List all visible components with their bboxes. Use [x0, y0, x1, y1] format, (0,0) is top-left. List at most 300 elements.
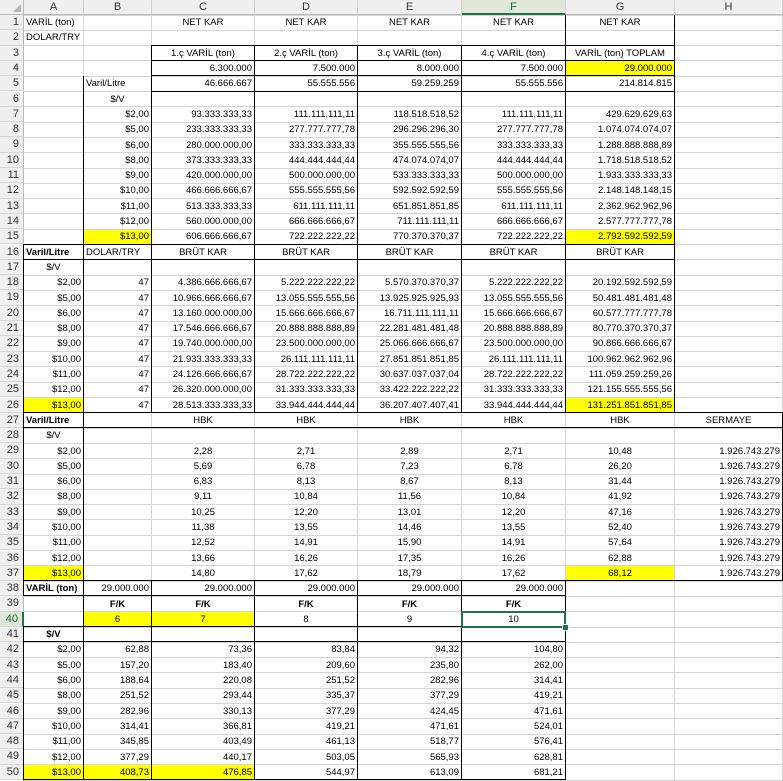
cell-c23[interactable]: 21.933.333.333,33 [172, 353, 252, 365]
row-header[interactable]: 6 [0, 92, 24, 107]
cell-d39[interactable]: F/K [298, 598, 314, 610]
cell-g34[interactable]: 52,40 [608, 522, 632, 534]
cell-c25[interactable]: 26.320.000.000,00 [172, 384, 252, 396]
row-header[interactable]: 8 [0, 122, 24, 137]
cell-c34[interactable]: 11,38 [191, 522, 215, 534]
cell-b39[interactable]: F/K [109, 598, 126, 610]
cell-g11[interactable]: 1.933.333.333,33 [598, 170, 672, 182]
cell-b22[interactable]: 47 [138, 338, 149, 350]
cell-c43[interactable]: 183,40 [222, 659, 252, 671]
cell-f8[interactable]: 277.777.777,78 [496, 124, 563, 136]
row-header[interactable]: 9 [0, 137, 24, 152]
row-header[interactable]: 49 [0, 749, 24, 764]
cell-f1[interactable]: NET KAR [492, 17, 534, 29]
cell-g1[interactable]: NET KAR [599, 17, 641, 29]
row-header[interactable]: 12 [0, 183, 24, 198]
cell-c20[interactable]: 13.160.000.000,00 [172, 307, 252, 319]
row-header[interactable]: 37 [0, 566, 24, 581]
cell-d49[interactable]: 503,05 [325, 751, 355, 763]
cell-b9[interactable]: $6,00 [125, 139, 149, 151]
select-all-corner[interactable] [0, 0, 24, 15]
cell-f30[interactable]: 6,78 [504, 460, 523, 472]
cell-d15[interactable]: 722.222.222,22 [288, 231, 355, 243]
cell-c29[interactable]: 2,28 [193, 445, 213, 457]
cell-e9[interactable]: 355.555.555,56 [392, 139, 459, 151]
cell-g20[interactable]: 60.577.777.777,78 [592, 307, 672, 319]
cell-e7[interactable]: 118.518.518,52 [393, 108, 459, 120]
cell-a49[interactable]: $12,00 [51, 751, 81, 763]
cell-f14[interactable]: 666.666.666,67 [496, 216, 563, 228]
cell-a36[interactable]: $12,00 [51, 552, 81, 564]
cell-f3[interactable]: 4.ç VARİL (ton) [481, 47, 546, 59]
cell-d44[interactable]: 251,52 [325, 675, 355, 687]
cell-c24[interactable]: 24.126.666.666,67 [172, 369, 252, 381]
row-header[interactable]: 32 [0, 489, 24, 504]
cell-b14[interactable]: $12,00 [119, 216, 149, 228]
cell-g22[interactable]: 90.866.666.666,67 [592, 338, 672, 350]
cell-c48[interactable]: 403,49 [222, 736, 252, 748]
column-header-b[interactable]: B [84, 0, 152, 15]
cell-d37[interactable]: 17,62 [294, 567, 318, 579]
row-header[interactable]: 24 [0, 367, 24, 382]
cell-g13[interactable]: 2.362.962.962,96 [598, 200, 672, 212]
row-header[interactable]: 13 [0, 199, 24, 214]
cell-e12[interactable]: 592.592.592,59 [392, 185, 459, 197]
cell-f35[interactable]: 14,91 [501, 537, 526, 549]
cell-f31[interactable]: 8,13 [504, 476, 523, 488]
cell-b5[interactable]: Varil/Litre [86, 78, 126, 90]
cell-b8[interactable]: $5,00 [125, 124, 149, 136]
row-header[interactable]: 38 [0, 581, 24, 596]
cell-g27[interactable]: HBK [610, 414, 630, 426]
cell-a37[interactable]: $13,00 [24, 566, 83, 580]
cell-a48[interactable]: $11,00 [52, 736, 81, 748]
cell-b47[interactable]: 314,41 [119, 720, 149, 732]
cell-a50[interactable]: $13,00 [24, 765, 83, 779]
cell-a30[interactable]: $5,00 [57, 460, 81, 472]
cell-d50[interactable]: 544,97 [325, 766, 355, 778]
cell-a25[interactable]: $12,00 [51, 384, 81, 396]
row-header[interactable]: 50 [0, 765, 24, 780]
row-header[interactable]: 45 [0, 688, 24, 703]
cell-b13[interactable]: $11,00 [120, 200, 149, 212]
cell-f12[interactable]: 555.555.555,56 [496, 185, 563, 197]
cell-e44[interactable]: 282,96 [429, 675, 459, 687]
cell-f21[interactable]: 20.888.888.888,89 [483, 323, 563, 335]
cell-g15[interactable]: 2.792.592.592,59 [566, 230, 674, 244]
column-header-g[interactable]: G [566, 0, 675, 15]
cell-d33[interactable]: 12,20 [294, 506, 318, 518]
cell-f16[interactable]: BRÜT KAR [489, 246, 538, 258]
cell-c27[interactable]: HBK [193, 414, 213, 426]
cell-e20[interactable]: 16.711.111.111,11 [383, 307, 459, 319]
cell-e23[interactable]: 27.851.851.851,85 [379, 353, 459, 365]
cell-d5[interactable]: 55.555.556 [307, 78, 355, 90]
cell-c8[interactable]: 233.333.333,33 [185, 124, 252, 136]
row-header[interactable]: 42 [0, 642, 24, 657]
cell-b42[interactable]: 62,88 [125, 644, 149, 656]
row-header[interactable]: 11 [0, 168, 24, 183]
cell-d36[interactable]: 16,26 [294, 552, 318, 564]
cell-c30[interactable]: 5,69 [193, 460, 213, 472]
cell-g3[interactable]: VARİL (ton) TOPLAM [575, 47, 665, 59]
cell-e8[interactable]: 296.296.296,30 [392, 124, 459, 136]
cell-g7[interactable]: 429.629.629,63 [605, 108, 672, 120]
cell-e14[interactable]: 711.111.111,11 [397, 216, 459, 228]
row-header[interactable]: 15 [0, 229, 24, 244]
cell-d25[interactable]: 31.333.333.333,33 [275, 384, 355, 396]
row-header[interactable]: 18 [0, 275, 24, 290]
row-header[interactable]: 46 [0, 704, 24, 719]
cell-e3[interactable]: 3.ç VARİL (ton) [377, 47, 442, 59]
cell-e45[interactable]: 377,29 [429, 690, 459, 702]
row-header[interactable]: 17 [0, 260, 24, 275]
cell-f43[interactable]: 262,00 [533, 659, 563, 671]
cell-c45[interactable]: 293,44 [222, 690, 252, 702]
cell-a47[interactable]: $10,00 [51, 720, 81, 732]
cell-c50[interactable]: 476,85 [152, 765, 254, 779]
cell-e35[interactable]: 15,90 [397, 537, 422, 549]
cell-b48[interactable]: 345,85 [119, 736, 149, 748]
cell-f29[interactable]: 2,71 [504, 445, 523, 457]
row-header[interactable]: 35 [0, 535, 24, 550]
cell-a16[interactable]: Varil/Litre [26, 246, 70, 258]
cell-c3[interactable]: 1.ç VARİL (ton) [171, 47, 235, 59]
cell-g4[interactable]: 29.000.000 [566, 61, 674, 75]
cell-g12[interactable]: 2.148.148.148,15 [598, 185, 672, 197]
cell-g32[interactable]: 41,92 [608, 491, 632, 503]
cell-d7[interactable]: 111.111.111,11 [293, 108, 355, 120]
cell-e25[interactable]: 33.422.222.222,22 [379, 384, 459, 396]
cell-c38[interactable]: 29.000.000 [204, 583, 252, 595]
cell-e31[interactable]: 8,67 [400, 476, 419, 488]
cell-d27[interactable]: HBK [296, 414, 316, 426]
cell-d19[interactable]: 13.055.555.555,56 [275, 292, 355, 304]
cell-d34[interactable]: 13,55 [294, 522, 318, 534]
cell-e18[interactable]: 5.570.370.370,37 [385, 277, 459, 289]
cell-c33[interactable]: 10,25 [191, 506, 215, 518]
cell-b40[interactable]: 6 [84, 612, 151, 626]
cell-f49[interactable]: 628,81 [533, 751, 563, 763]
row-header[interactable]: 2 [0, 30, 24, 45]
cell-g8[interactable]: 1.074.074.074,07 [598, 124, 672, 136]
cell-f42[interactable]: 104,80 [533, 644, 563, 656]
cell-c5[interactable]: 46.666.667 [204, 78, 252, 90]
cell-e30[interactable]: 7,23 [400, 460, 419, 472]
cell-e48[interactable]: 518,77 [429, 736, 459, 748]
cell-e50[interactable]: 613,09 [429, 766, 459, 778]
cell-d13[interactable]: 611.111.111,11 [293, 200, 355, 212]
row-header[interactable]: 1 [0, 15, 24, 30]
cell-b20[interactable]: 47 [138, 307, 149, 319]
cell-b46[interactable]: 282,96 [119, 705, 149, 717]
cell-e24[interactable]: 30.637.037.037,04 [379, 369, 459, 381]
cell-h27[interactable]: SERMAYE [705, 414, 752, 426]
cell-b12[interactable]: $10,00 [119, 185, 149, 197]
cell-f7[interactable]: 111.111.111,11 [501, 108, 563, 120]
cell-f11[interactable]: 500.000.000,00 [496, 170, 563, 182]
cell-d9[interactable]: 333.333.333,33 [288, 139, 355, 151]
column-header-h[interactable]: H [675, 0, 783, 15]
row-header[interactable]: 27 [0, 413, 24, 428]
cell-g14[interactable]: 2.577.777.777,78 [598, 216, 672, 228]
cell-a23[interactable]: $10,00 [51, 353, 81, 365]
cell-b38[interactable]: 29.000.000 [101, 583, 149, 595]
row-header[interactable]: 48 [0, 734, 24, 749]
cell-g24[interactable]: 111.059.259.259,26 [588, 369, 672, 381]
cell-f40[interactable]: 10 [508, 613, 519, 625]
cell-d1[interactable]: NET KAR [285, 17, 327, 29]
cell-c18[interactable]: 4.386.666.666,67 [178, 277, 252, 289]
cell-e4[interactable]: 8.000.000 [416, 63, 459, 75]
cell-d24[interactable]: 28.722.222.222,22 [275, 369, 355, 381]
cell-c47[interactable]: 366,81 [222, 720, 252, 732]
row-header[interactable]: 26 [0, 398, 24, 413]
cell-d40[interactable]: 8 [303, 613, 309, 625]
cell-a28[interactable]: $/V [46, 430, 61, 442]
column-header-e[interactable]: E [358, 0, 462, 15]
cell-f44[interactable]: 314,41 [533, 675, 563, 687]
cell-d14[interactable]: 666.666.666,67 [288, 216, 355, 228]
cell-h35[interactable]: 1.926.743.279 [719, 537, 780, 549]
row-header[interactable]: 14 [0, 214, 24, 229]
cell-f37[interactable]: 17,62 [501, 567, 526, 579]
cell-e1[interactable]: NET KAR [388, 17, 430, 29]
cell-d38[interactable]: 29.000.000 [307, 583, 355, 595]
column-header-c[interactable]: C [152, 0, 255, 15]
cell-b18[interactable]: 47 [138, 277, 149, 289]
cell-f23[interactable]: 26.111.111.111,11 [488, 353, 563, 365]
cell-c32[interactable]: 9,11 [194, 491, 212, 503]
cell-h36[interactable]: 1.926.743.279 [719, 552, 780, 564]
row-header[interactable]: 40 [0, 612, 24, 627]
cell-f39[interactable]: F/K [505, 598, 522, 610]
row-header[interactable]: 41 [0, 627, 24, 642]
row-header[interactable]: 29 [0, 443, 24, 458]
row-header[interactable]: 16 [0, 245, 24, 260]
row-header[interactable]: 39 [0, 596, 24, 611]
cell-a44[interactable]: $6,00 [57, 675, 81, 687]
row-header[interactable]: 10 [0, 153, 24, 168]
cell-e47[interactable]: 471,61 [429, 720, 459, 732]
cell-d45[interactable]: 335,37 [325, 690, 355, 702]
cell-c14[interactable]: 560.000.000,00 [185, 216, 252, 228]
cell-f25[interactable]: 31.333.333.333,33 [483, 384, 563, 396]
cell-d3[interactable]: 2.ç VARİL (ton) [274, 47, 338, 59]
cell-g33[interactable]: 47,16 [608, 506, 632, 518]
cell-d8[interactable]: 277.777.777,78 [288, 124, 355, 136]
cell-c46[interactable]: 330,13 [222, 705, 252, 717]
cell-a45[interactable]: $8,00 [57, 690, 81, 702]
cell-c35[interactable]: 12,52 [191, 537, 215, 549]
cell-a21[interactable]: $8,00 [57, 323, 81, 335]
row-header[interactable]: 28 [0, 428, 24, 443]
cell-e5[interactable]: 59.259.259 [411, 78, 459, 90]
cell-b24[interactable]: 47 [138, 369, 149, 381]
cell-f50[interactable]: 681,21 [533, 766, 563, 778]
column-header-d[interactable]: D [255, 0, 358, 15]
cell-e40[interactable]: 9 [406, 613, 413, 625]
cell-c19[interactable]: 10.966.666.666,67 [172, 292, 252, 304]
cell-b19[interactable]: 47 [138, 292, 149, 304]
cell-f5[interactable]: 55.555.556 [515, 78, 563, 90]
active-cell-selection[interactable] [461, 611, 566, 628]
cell-g37[interactable]: 68,12 [566, 566, 674, 580]
cell-b6[interactable]: $/V [110, 93, 125, 105]
cell-d31[interactable]: 8,13 [296, 476, 316, 488]
cell-c11[interactable]: 420.000.000,00 [185, 170, 252, 182]
cell-b45[interactable]: 251,52 [119, 690, 149, 702]
cell-d16[interactable]: BRÜT KAR [282, 246, 330, 258]
cell-c26[interactable]: 28.513.333.333,33 [172, 399, 252, 411]
cell-a35[interactable]: $11,00 [52, 537, 81, 549]
row-header[interactable]: 47 [0, 719, 24, 734]
cell-e42[interactable]: 94,32 [435, 644, 459, 656]
cell-g9[interactable]: 1.288.888.888,89 [598, 139, 672, 151]
cell-g35[interactable]: 57,64 [608, 537, 632, 549]
cell-c12[interactable]: 466.666.666,67 [185, 185, 252, 197]
cell-d18[interactable]: 5.222.222.222,22 [281, 277, 355, 289]
cell-d10[interactable]: 444.444.444,44 [288, 154, 355, 166]
cell-f27[interactable]: HBK [503, 414, 524, 426]
cell-a19[interactable]: $5,00 [57, 292, 81, 304]
cell-h30[interactable]: 1.926.743.279 [719, 460, 780, 472]
cell-a24[interactable]: $11,00 [52, 369, 81, 381]
cell-f38[interactable]: 29.000.000 [515, 583, 563, 595]
cell-a22[interactable]: $9,00 [57, 338, 81, 350]
row-header[interactable]: 5 [0, 76, 24, 91]
row-header[interactable]: 30 [0, 459, 24, 474]
cell-b10[interactable]: $8,00 [125, 154, 149, 166]
cell-d35[interactable]: 14,91 [294, 537, 318, 549]
cell-c49[interactable]: 440,17 [222, 751, 252, 763]
cell-f4[interactable]: 7.500.000 [520, 63, 563, 75]
fill-handle[interactable] [562, 624, 569, 631]
cell-c21[interactable]: 17.546.666.666,67 [172, 323, 252, 335]
cell-g31[interactable]: 31,44 [608, 476, 632, 488]
cell-f19[interactable]: 13.055.555.555,56 [483, 292, 563, 304]
cell-b50[interactable]: 408,73 [84, 765, 151, 779]
cell-d32[interactable]: 10,84 [294, 491, 318, 503]
cell-g10[interactable]: 1.718.518.518,52 [598, 154, 672, 166]
cell-a42[interactable]: $2,00 [57, 644, 81, 656]
cell-e32[interactable]: 11,56 [397, 491, 422, 503]
cell-e16[interactable]: BRÜT KAR [385, 246, 434, 258]
cell-b23[interactable]: 47 [138, 353, 149, 365]
cell-g16[interactable]: BRÜT KAR [596, 246, 644, 258]
cell-d48[interactable]: 461,13 [325, 736, 355, 748]
cell-h32[interactable]: 1.926.743.279 [719, 491, 780, 503]
row-header[interactable]: 34 [0, 520, 24, 535]
cell-h29[interactable]: 1.926.743.279 [719, 445, 780, 457]
cell-b26[interactable]: 47 [138, 399, 149, 411]
column-header-a[interactable]: A [24, 0, 84, 15]
cell-a2[interactable]: DOLAR/TRY [26, 32, 81, 44]
cell-f20[interactable]: 15.666.666.666,67 [483, 307, 563, 319]
cell-e46[interactable]: 424,45 [429, 705, 459, 717]
cell-c36[interactable]: 13,66 [191, 552, 215, 564]
cell-f34[interactable]: 13,55 [501, 522, 526, 534]
row-header[interactable]: 44 [0, 673, 24, 688]
row-header[interactable]: 33 [0, 505, 24, 520]
cell-a38[interactable]: VARİL (ton) [26, 583, 78, 595]
cell-c42[interactable]: 73,36 [228, 644, 252, 656]
cell-g23[interactable]: 100.962.962.962,96 [587, 353, 672, 365]
cell-a18[interactable]: $2,00 [57, 277, 81, 289]
row-header[interactable]: 20 [0, 306, 24, 321]
cell-e33[interactable]: 13,01 [397, 506, 422, 518]
row-header[interactable]: 3 [0, 46, 24, 61]
cell-a1[interactable]: VARİL (ton) [26, 17, 75, 29]
cell-b11[interactable]: $9,00 [125, 170, 149, 182]
cell-e22[interactable]: 25.066.666.666,67 [379, 338, 459, 350]
cell-g26[interactable]: 131.251.851.851,85 [566, 398, 674, 412]
row-header[interactable]: 43 [0, 658, 24, 673]
cell-e36[interactable]: 17,35 [397, 552, 422, 564]
cell-e10[interactable]: 474.074.074,07 [392, 154, 459, 166]
cell-d26[interactable]: 33.944.444.444,44 [275, 399, 355, 411]
cell-f32[interactable]: 10,84 [501, 491, 526, 503]
cell-e37[interactable]: 18,79 [397, 567, 422, 579]
cell-c31[interactable]: 6,83 [193, 476, 213, 488]
row-header[interactable]: 22 [0, 336, 24, 351]
cell-d46[interactable]: 377,29 [325, 705, 355, 717]
cell-a29[interactable]: $2,00 [57, 445, 81, 457]
row-header[interactable]: 19 [0, 290, 24, 305]
cell-b15[interactable]: $13,00 [84, 230, 151, 244]
cell-a17[interactable]: $/V [46, 261, 61, 273]
cell-h33[interactable]: 1.926.743.279 [719, 506, 780, 518]
cell-f45[interactable]: 419,21 [533, 690, 563, 702]
row-header[interactable]: 23 [0, 352, 24, 367]
cell-e34[interactable]: 14,46 [397, 522, 422, 534]
cell-d23[interactable]: 26.111.111.111,11 [280, 353, 355, 365]
cell-b7[interactable]: $2,00 [125, 108, 149, 120]
cell-c13[interactable]: 513.333.333,33 [185, 200, 252, 212]
cell-d22[interactable]: 23.500.000.000,00 [275, 338, 355, 350]
cell-f13[interactable]: 611.111.111,11 [501, 200, 563, 212]
cell-f24[interactable]: 28.722.222.222,22 [483, 369, 563, 381]
cell-f9[interactable]: 333.333.333,33 [496, 139, 563, 151]
cell-g36[interactable]: 62,88 [608, 552, 632, 564]
cell-c10[interactable]: 373.333.333,33 [185, 154, 252, 166]
cell-f26[interactable]: 33.944.444.444,44 [483, 399, 563, 411]
cell-g29[interactable]: 10,48 [608, 445, 632, 457]
cell-e29[interactable]: 2,89 [400, 445, 419, 457]
cell-f48[interactable]: 576,41 [533, 736, 563, 748]
row-header[interactable]: 31 [0, 474, 24, 489]
cell-a41[interactable]: $/V [46, 629, 61, 641]
cell-e26[interactable]: 36.207.407.407,41 [379, 399, 459, 411]
row-header[interactable]: 4 [0, 61, 24, 76]
cell-d21[interactable]: 20.888.888.888,89 [275, 323, 355, 335]
cell-e21[interactable]: 22.281.481.481,48 [379, 323, 459, 335]
cell-h37[interactable]: 1.926.743.279 [719, 567, 780, 579]
cell-a33[interactable]: $9,00 [57, 506, 81, 518]
cell-f46[interactable]: 471,61 [533, 705, 563, 717]
row-header[interactable]: 7 [0, 107, 24, 122]
cell-b25[interactable]: 47 [138, 384, 149, 396]
row-header[interactable]: 25 [0, 382, 24, 397]
cell-e15[interactable]: 770.370.370,37 [392, 231, 459, 243]
cell-b49[interactable]: 377,29 [119, 751, 149, 763]
cell-d12[interactable]: 555.555.555,56 [288, 185, 355, 197]
cell-a31[interactable]: $6,00 [57, 476, 81, 488]
cell-b21[interactable]: 47 [138, 323, 149, 335]
cell-b16[interactable]: DOLAR/TRY [86, 246, 141, 258]
cell-e39[interactable]: F/K [401, 598, 418, 610]
cell-c15[interactable]: 606.666.666,67 [185, 231, 252, 243]
